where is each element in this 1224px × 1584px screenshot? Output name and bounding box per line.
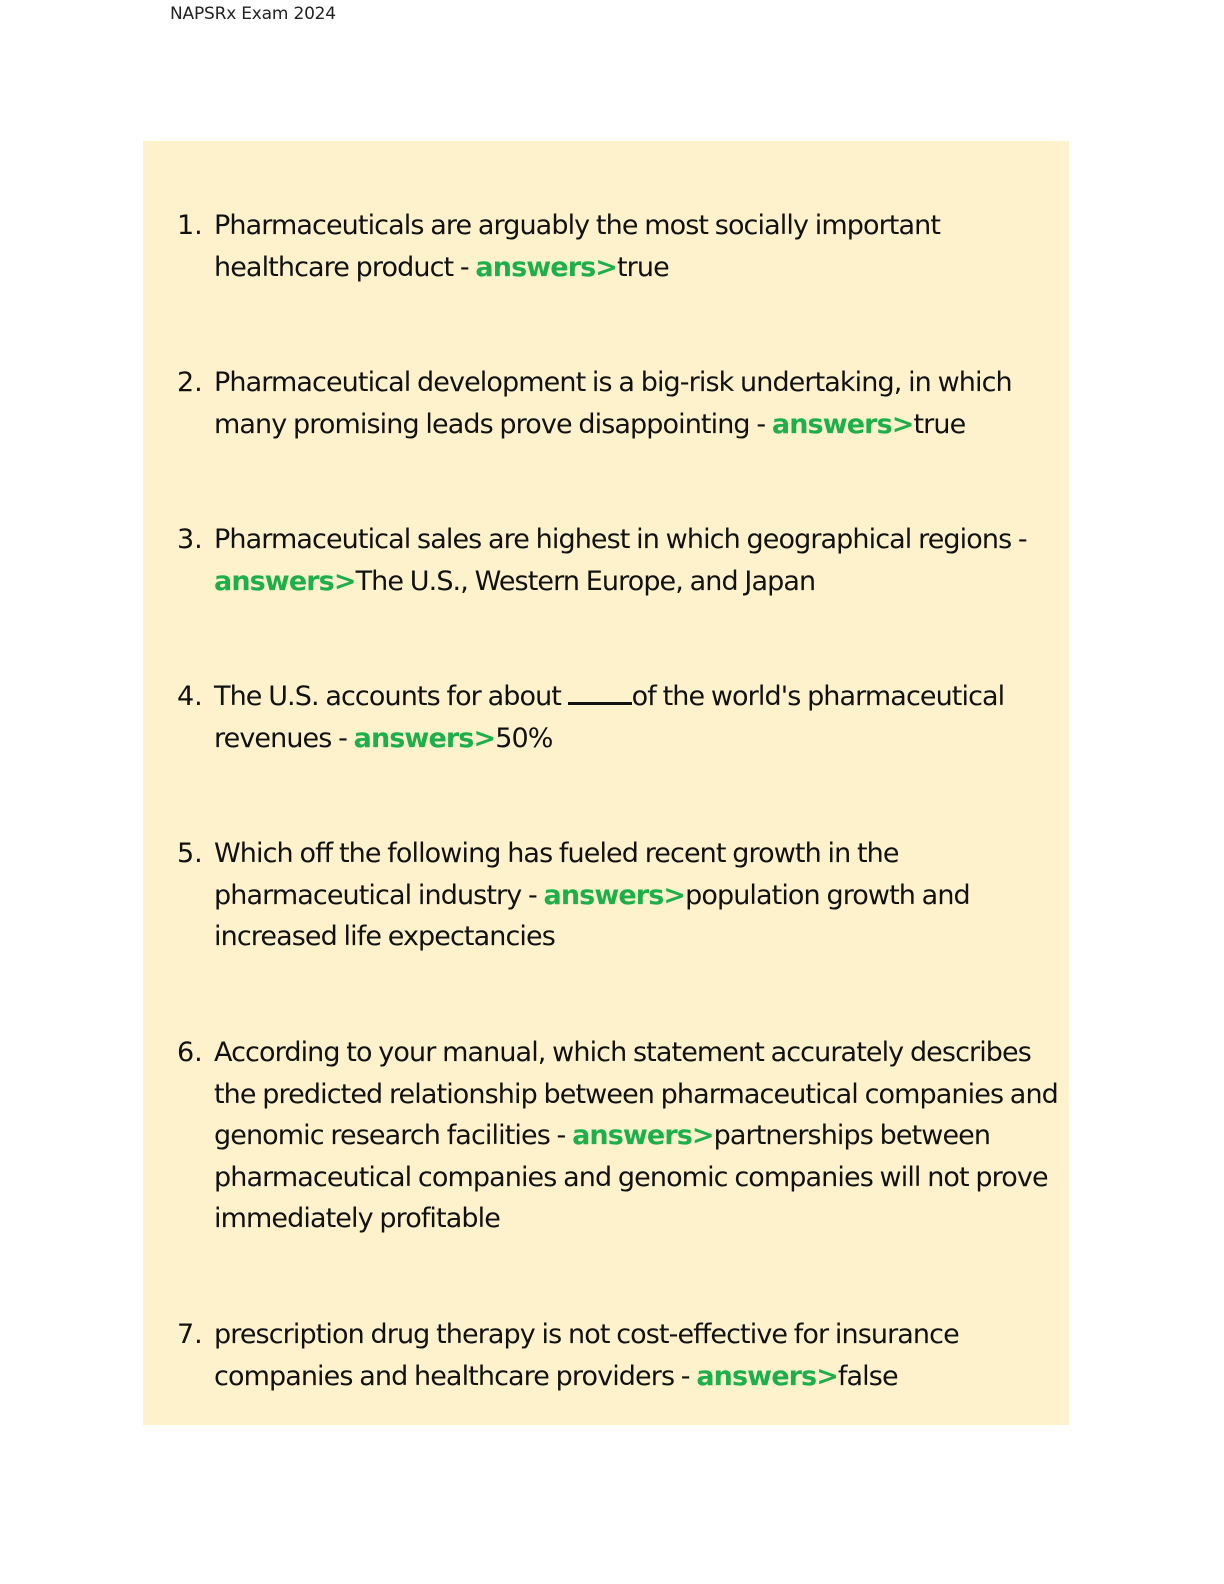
question-number: 2. [177,367,203,398]
question-number: 5. [177,838,203,869]
question-prompt: The U.S. accounts for about [214,681,568,712]
question-prompt: prescription drug therapy is not cost-effective for insurance companies and healthcare providers - [214,1319,959,1392]
question-text [214,519,1060,602]
answer-label: answers> [214,565,356,597]
qa-panel [143,141,1069,1425]
fill-in-blank [568,676,632,705]
question-prompt: Pharmaceutical sales are highest in which geographical regions - [214,524,1027,555]
question-text [214,833,1060,958]
answer-label: answers> [543,879,686,911]
answer-value: partnerships between pharmaceutical companies and genomic companies will not prove immediately profitable [214,1120,1048,1235]
answer-label: answers> [696,1360,838,1392]
question-prompt: Pharmaceutical development is a big-risk undertaking, in which many promising leads prove disappointing - [214,367,1012,440]
question-number: 3. [177,524,203,555]
answer-label: answers> [771,408,914,440]
question-text [214,362,1060,445]
question-prompt: According to your manual, which statement accurately describes the predicted relationship between pharmaceutical companies and genomic research facilities - [214,1037,1058,1152]
answer-value: false [837,1360,898,1392]
question-text [214,205,1060,288]
question-number: 4. [177,681,203,712]
page-header-title: NAPSRx Exam 2024 [170,4,336,24]
answer-label: answers> [353,722,496,754]
question-prompt: Pharmaceuticals are arguably the most socially important healthcare product - [214,210,941,283]
question-number: 6. [177,1037,203,1068]
question-number: 7. [177,1319,203,1350]
question-text [214,1314,1060,1397]
answer-value: true [617,251,669,283]
answer-value: 50% [495,722,553,754]
question-text [214,676,1060,759]
answer-label: answers> [475,251,617,283]
question-prompt-continued: of the world's pharmaceutical revenues - [214,681,1005,754]
answer-value: The U.S., Western Europe, and Japan [355,565,816,597]
answer-value: population growth and increased life expectancies [214,879,970,953]
question-text [214,1032,1060,1240]
answer-label: answers> [572,1120,714,1152]
answer-value: true [913,408,966,440]
question-prompt: Which off the following has fueled recent growth in the pharmaceutical industry - [214,838,899,911]
question-number: 1. [177,210,203,241]
